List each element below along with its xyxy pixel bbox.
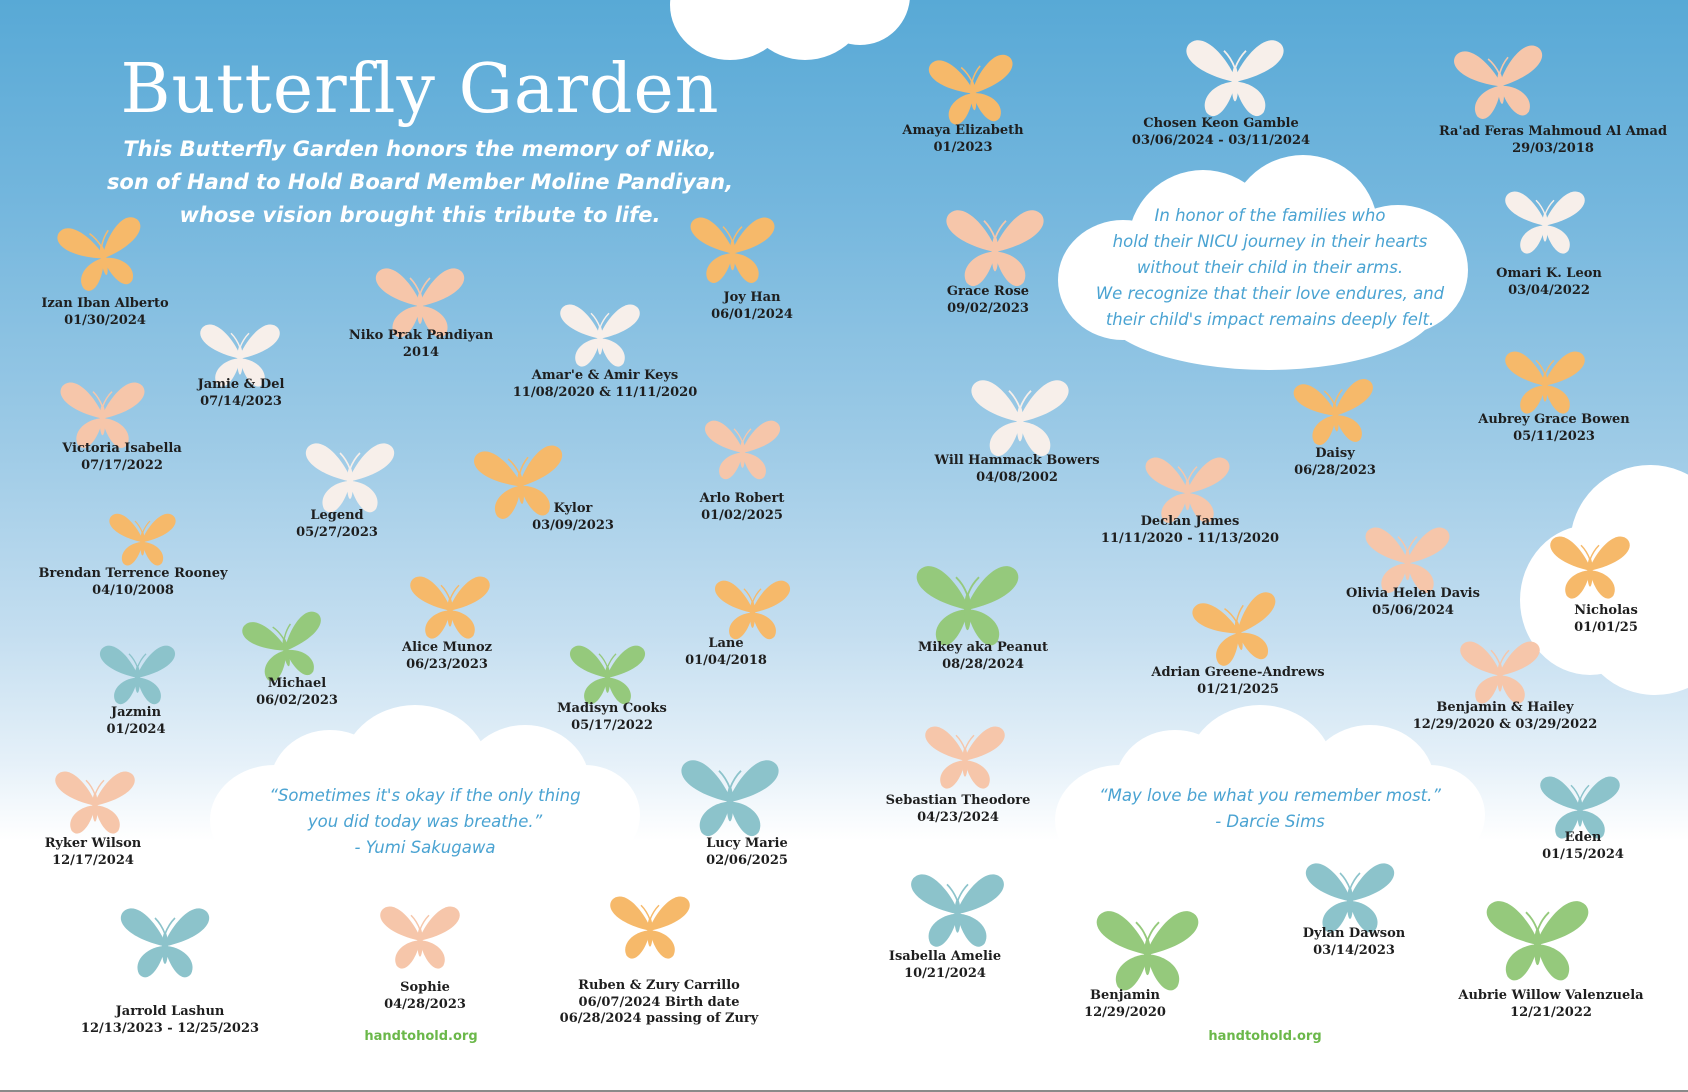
memorial-name: Daisy <box>1315 446 1355 461</box>
memorial-name: Lucy Marie <box>706 836 788 851</box>
butterfly-icon <box>1446 26 1554 134</box>
memorial-date: 06/01/2024 <box>711 306 793 322</box>
memorial-date: 01/15/2024 <box>1542 846 1624 862</box>
memorial-label <box>823 123 1103 156</box>
memorial-name: Sophie <box>400 980 450 995</box>
memorial-date: 06/07/2024 Birth date <box>578 994 740 1010</box>
memorial-label <box>1195 446 1475 479</box>
memorial-label <box>30 1004 310 1037</box>
memorial-name: Michael <box>267 676 327 691</box>
memorial-label <box>1050 514 1330 547</box>
memorial-date: 06/28/2024 passing of Zury <box>559 1011 759 1026</box>
memorial-name: Aubrey Grace Bowen <box>1478 412 1630 427</box>
memorial-name: Amaya Elizabeth <box>902 123 1024 138</box>
quote-attribution: - Yumi Sakugawa <box>354 838 496 857</box>
memorial-label <box>607 836 887 869</box>
memorial-date: 05/27/2023 <box>296 524 378 540</box>
memorial-date: 01/01/25 <box>1574 619 1638 635</box>
memorial-date: 03/06/2024 - 03/11/2024 <box>1131 132 1311 148</box>
memorial-name: Sebastian Theodore <box>885 793 1031 808</box>
butterfly-icon <box>105 500 180 575</box>
dedication-text <box>90 133 750 232</box>
dedication-line: This Butterfly Garden honors the memory of Niko, <box>123 137 717 161</box>
memorial-date: 11/11/2020 - 11/13/2020 <box>1100 530 1280 546</box>
honor-line: without their child in their arms. <box>1136 258 1404 277</box>
memorial-label <box>0 566 273 599</box>
memorial-label <box>985 988 1265 1021</box>
memorial-date: 07/17/2022 <box>81 457 163 473</box>
butterfly-icon <box>905 855 1010 960</box>
memorial-label <box>519 978 799 1028</box>
quote-line: “May love be what you remember most.” <box>1099 786 1441 805</box>
memorial-name: Mikey aka Peanut <box>917 640 1049 655</box>
butterfly-icon <box>700 405 785 490</box>
honor-line: In honor of the families who <box>1154 206 1386 225</box>
butterfly-icon <box>920 710 1010 800</box>
memorial-date: 01/2024 <box>106 721 166 737</box>
memorial-label <box>805 949 1085 982</box>
memorial-date: 2014 <box>402 344 440 360</box>
memorial-label <box>1081 116 1361 149</box>
footer-link-left[interactable]: handtohold.org <box>364 1029 478 1044</box>
butterfly-icon <box>685 200 780 295</box>
memorial-date: 03/09/2023 <box>532 517 614 533</box>
memorial-date: 12/29/2020 <box>1084 1004 1166 1020</box>
memorial-date: 01/2023 <box>933 139 993 155</box>
butterfly-icon <box>1480 880 1595 995</box>
memorial-date: 04/28/2023 <box>384 996 466 1012</box>
memorial-label <box>0 705 276 738</box>
memorial-label <box>0 836 233 869</box>
memorial-name: Ra'ad Feras Mahmoud Al Amad <box>1438 124 1668 139</box>
memorial-date: 01/04/2018 <box>685 652 767 668</box>
memorial-label <box>465 368 745 401</box>
memorial-name: Jamie & Del <box>197 377 285 392</box>
memorial-label <box>1411 988 1688 1021</box>
memorial-label <box>0 441 262 474</box>
butterfly-icon <box>50 755 140 845</box>
butterfly-icon <box>1500 175 1590 265</box>
memorial-name: Nicholas <box>1574 603 1638 618</box>
honor-line: hold their NICU journey in their hearts <box>1112 232 1428 251</box>
memorial-name: Legend <box>310 508 364 523</box>
memorial-label <box>877 453 1157 486</box>
memorial-date: 12/29/2020 & 03/29/2022 <box>1412 716 1598 732</box>
memorial-name: Niko Prak Pandiyan <box>348 328 494 343</box>
memorial-date: 01/21/2025 <box>1197 681 1279 697</box>
butterfly-icon <box>405 560 495 650</box>
memorial-label <box>1413 124 1688 157</box>
memorial-label <box>1098 665 1378 698</box>
memorial-name: Declan James <box>1140 514 1240 529</box>
memorial-date: 12/13/2023 - 12/25/2023 <box>80 1020 260 1036</box>
memorial-date: 05/17/2022 <box>571 717 653 733</box>
butterfly-icon <box>375 890 465 980</box>
memorial-name: Ryker Wilson <box>44 836 142 851</box>
memorial-date: 03/14/2023 <box>1313 942 1395 958</box>
memorial-name: Izan Iban Alberto <box>41 296 169 311</box>
quote-right <box>1070 783 1470 835</box>
memorial-name: Eden <box>1564 830 1602 845</box>
memorial-name: Adrian Greene-Andrews <box>1151 665 1325 680</box>
memorial-date: 01/30/2024 <box>64 312 146 328</box>
butterfly-icon <box>675 740 785 850</box>
memorial-name: Benjamin <box>1090 988 1160 1003</box>
page-title: Butterfly Garden <box>120 50 720 129</box>
memorial-date: 04/08/2002 <box>976 469 1058 485</box>
memorial-name: Chosen Keon Gamble <box>1143 116 1299 131</box>
memorial-label <box>281 328 561 361</box>
memorial-name: Brendan Terrence Rooney <box>38 566 228 581</box>
memorial-date: 08/28/2024 <box>942 656 1024 672</box>
footer-link-right[interactable]: handtohold.org <box>1208 1029 1322 1044</box>
memorial-date: 05/06/2024 <box>1372 602 1454 618</box>
memorial-name: Jazmin <box>110 705 162 720</box>
butterfly-icon <box>1180 20 1290 130</box>
memorial-name: Isabella Amelie <box>888 949 1002 964</box>
memorial-name: Victoria Isabella <box>62 441 182 456</box>
butterfly-icon <box>1286 361 1384 459</box>
memorial-name: Benjamin & Hailey <box>1436 700 1574 715</box>
memorial-name: Kylor <box>553 501 593 516</box>
memorial-date: 05/11/2023 <box>1513 428 1595 444</box>
memorial-date: 06/28/2023 <box>1294 462 1376 478</box>
memorial-name: Jarrold Lashun <box>115 1004 225 1019</box>
memorial-date: 12/21/2022 <box>1510 1004 1592 1020</box>
memorial-label <box>1365 700 1645 733</box>
memorial-label <box>307 640 587 673</box>
memorial-label <box>472 701 752 734</box>
dedication-line: son of Hand to Hold Board Member Moline Pandiyan, <box>106 170 734 194</box>
memorial-label <box>848 284 1128 317</box>
memorial-date: 10/21/2024 <box>904 965 986 981</box>
memorial-date: 12/17/2024 <box>52 852 134 868</box>
quote-attribution: - Darcie Sims <box>1215 812 1325 831</box>
memorial-name: Dylan Dawson <box>1302 926 1406 941</box>
memorial-name: Madisyn Cooks <box>557 701 667 716</box>
butterfly-icon <box>115 890 215 990</box>
memorial-name: Amar'e & Amir Keys <box>531 368 679 383</box>
memorial-name: Ruben & Zury Carrillo <box>578 978 740 993</box>
memorial-name: Olivia Helen Davis <box>1346 586 1480 601</box>
memorial-name: Arlo Robert <box>699 491 785 506</box>
memorial-date: 09/02/2023 <box>947 300 1029 316</box>
memorial-name: Joy Han <box>723 290 781 305</box>
memorial-label <box>602 491 882 524</box>
memorial-date: 06/02/2023 <box>256 692 338 708</box>
memorial-label <box>1414 412 1688 445</box>
memorial-name: Alice Munoz <box>401 640 493 655</box>
memorial-date: 04/10/2008 <box>92 582 174 598</box>
dedication-line: whose vision brought this tribute to life. <box>179 203 661 227</box>
memorial-label <box>1443 830 1688 863</box>
memorial-name: Will Hammack Bowers <box>934 453 1100 468</box>
memorial-name: Lane <box>708 636 744 651</box>
memorial-label <box>818 793 1098 826</box>
memorial-name: Omari K. Leon <box>1496 266 1602 281</box>
honor-line: their child's impact remains deeply felt. <box>1105 310 1435 329</box>
memorial-date: 03/04/2022 <box>1508 282 1590 298</box>
memorial-date: 07/14/2023 <box>200 393 282 409</box>
honor-line: We recognize that their love endures, and <box>1095 284 1445 303</box>
quote-line: you did today was breathe.” <box>307 812 543 831</box>
butterfly-icon <box>1545 520 1635 610</box>
quote-left <box>225 783 625 861</box>
memorial-date: 11/08/2020 & 11/11/2020 <box>512 384 698 400</box>
memorial-date: 29/03/2018 <box>1512 140 1594 156</box>
memorial-date: 04/23/2024 <box>917 809 999 825</box>
memorial-label <box>843 640 1123 673</box>
memorial-name: Aubrie Willow Valenzuela <box>1458 988 1644 1003</box>
memorial-label <box>1409 266 1688 299</box>
butterfly-icon <box>605 880 695 970</box>
memorial-name: Grace Rose <box>946 284 1030 299</box>
butterfly-icon <box>47 197 157 307</box>
memorial-label <box>1214 926 1494 959</box>
memorial-date: 01/02/2025 <box>701 507 783 523</box>
butterfly-icon <box>95 630 180 715</box>
quote-line: “Sometimes it's okay if the only thing <box>269 786 581 805</box>
memorial-date: 02/06/2025 <box>706 852 788 868</box>
memorial-date: 06/23/2023 <box>406 656 488 672</box>
